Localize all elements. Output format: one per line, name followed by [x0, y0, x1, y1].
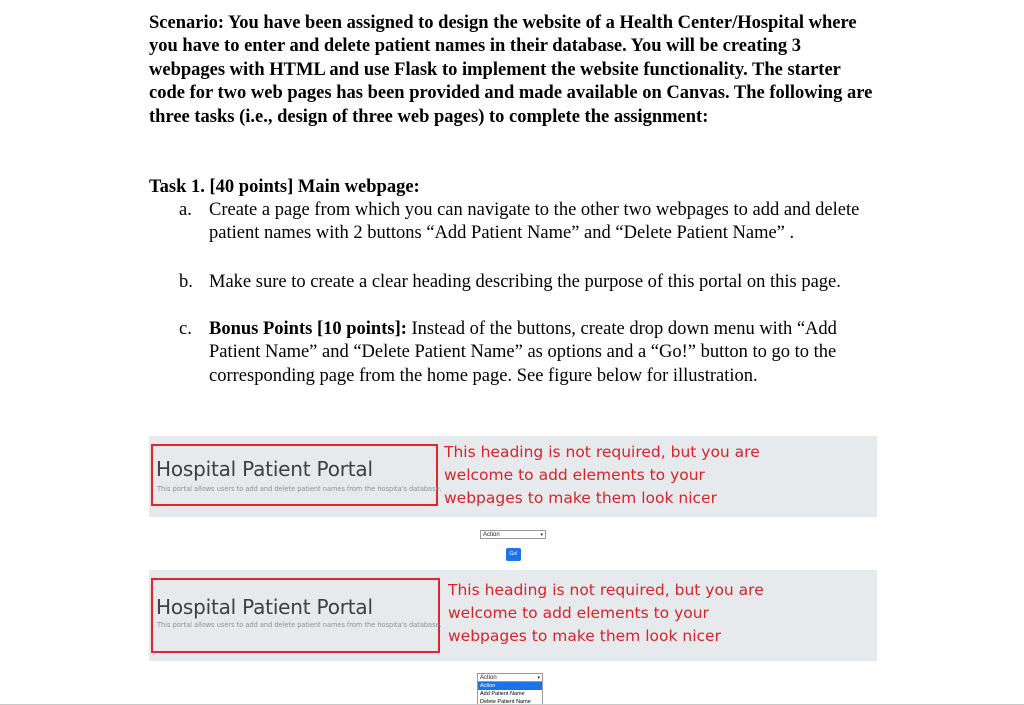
portal-header-panel-1	[149, 436, 877, 517]
select-value: Action	[483, 532, 500, 538]
annotation-note: This heading is not required, but you are welcome to add elements to your webpages to make them look nicer	[444, 443, 760, 507]
option-action[interactable]: Action	[478, 682, 542, 690]
portal-subtitle: This portal allows users to add and delete patient names from the hospita's database.	[157, 485, 442, 493]
dropdown-options	[477, 682, 543, 705]
action-select-open[interactable]	[477, 673, 543, 682]
item-text	[209, 318, 879, 388]
item-letter: b.	[179, 272, 193, 292]
bonus-text: Instead of the buttons, create drop down menu with “Add Patient Name” and “Delete Patient Name” as options and a “Go!” button to go to the corresponding page from the home page. See figure below for illustration.	[209, 319, 837, 386]
select-value: Action	[480, 675, 497, 681]
portal-subtitle: This portal allows users to add and delete patient names from the hospita's database.	[157, 621, 442, 629]
option-add-patient[interactable]: Add Patient Name	[480, 691, 525, 697]
action-select[interactable]	[480, 530, 546, 539]
bonus-label: Bonus Points [10 points]:	[209, 319, 407, 339]
heading-highlight-box	[151, 578, 440, 653]
chevron-down-icon: ▾	[540, 532, 543, 538]
chevron-down-icon: ▾	[537, 675, 540, 681]
portal-header-panel-2	[149, 570, 877, 661]
task1-title: Task 1. [40 points] Main webpage:	[149, 177, 420, 197]
item-text: Make sure to create a clear heading describing the purpose of this portal on this page.	[209, 272, 841, 292]
heading-highlight-box	[151, 444, 442, 506]
portal-title: Hospital Patient Portal	[156, 595, 373, 619]
portal-title: Hospital Patient Portal	[156, 457, 373, 481]
annotation-note: This heading is not required, but you are welcome to add elements to your webpages to make them look nicer	[448, 581, 764, 645]
item-letter: c.	[179, 319, 192, 339]
scenario-paragraph: Scenario: You have been assigned to design the website of a Health Center/Hospital where you have to enter and delete patient names in their database. You will be creating 3 webpages with HTML and use Flask to implement the website functionality. The starter code for two web pages has been provided and made available on Canvas. The following are three tasks (i.e., design of three web pages) to complete the assignment:	[149, 13, 873, 127]
item-letter: a.	[179, 200, 192, 220]
go-button[interactable]: Go!	[506, 548, 521, 561]
option-delete-patient[interactable]: Delete Patient Name	[480, 699, 531, 705]
item-text: Create a page from which you can navigate to the other two webpages to add and delete patient names with 2 buttons “Add Patient Name” and “Delete Patient Name” .	[209, 200, 860, 244]
